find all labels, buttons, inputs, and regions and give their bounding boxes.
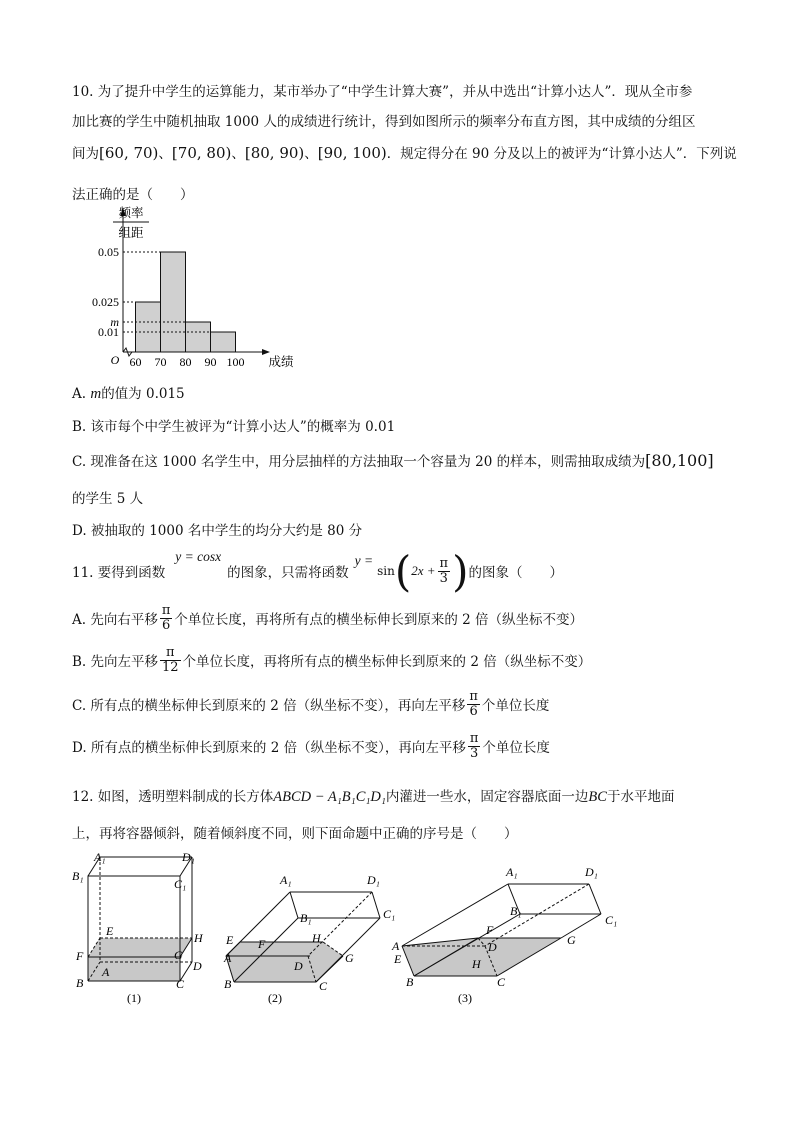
function-y: y =: [354, 553, 374, 568]
label-a1: A₁: [280, 873, 292, 887]
frac-den: 6: [469, 703, 478, 719]
y-tick-label: m: [110, 315, 119, 329]
histogram-bar: [161, 252, 186, 352]
frac-den: 3: [469, 745, 479, 761]
caption-3: (3): [458, 991, 472, 1005]
q10-option-c-line2: 的学生 5 人: [72, 491, 144, 507]
q11-post: 的图象（ ）: [468, 565, 563, 581]
label-a: A: [392, 939, 400, 953]
label-d: D: [488, 940, 497, 954]
label-b1: B₁: [510, 904, 522, 918]
option-b-pre: B. 先向左平移: [72, 654, 159, 671]
label-f: F: [76, 949, 84, 963]
q11-stem: [72, 546, 563, 596]
solid-name: ABCD − A₁B₁C₁D₁: [273, 789, 386, 805]
water-body: [226, 942, 343, 982]
interval-4: [90, 100): [317, 144, 387, 162]
function-cosx: y = cosx: [175, 549, 222, 564]
q12-mid: 内灌进一些水，固定容器底面一边: [385, 789, 589, 805]
label-f: F: [486, 923, 494, 937]
option-a-post: 个单位长度，再将所有点的横坐标伸长到原来的 2 倍（纵坐标不变）: [174, 612, 584, 629]
separator: 、: [231, 146, 245, 162]
q10-option-d: D. 被抽取的 1000 名中学生的均分大约是 80 分: [72, 523, 363, 539]
q10-option-a: [72, 382, 185, 403]
q10-line3-post: ．规定得分在 90 分及以上的被评为“计算小达人”．下列说: [386, 146, 737, 162]
x-axis-title: 成绩: [268, 355, 294, 369]
option-d-post: 个单位长度: [482, 740, 550, 757]
option-b-fraction: [160, 646, 181, 674]
label-c: C: [319, 979, 328, 993]
label-c: C: [497, 975, 506, 989]
label-d: D: [294, 959, 303, 973]
y-tick-label: 0.01: [98, 325, 119, 339]
label-b: B: [224, 977, 232, 991]
label-e: E: [226, 933, 234, 947]
function-inner: 2x +: [411, 563, 436, 578]
paren-left: (: [394, 546, 412, 596]
q10-line1: 10. 为了提升中学生的运算能力，某市举办了“中学生计算大赛”，并从中选出“计算小达人”．现从全市参: [72, 84, 693, 100]
histogram-bar: [211, 332, 236, 352]
option-c-text: C. 现准备在这 1000 名学生中，用分层抽样的方法抽取一个容量为 20 的样本，则需抽取成绩为: [72, 454, 646, 470]
x-tick-label: 70: [154, 355, 167, 369]
label-b: B: [406, 975, 414, 989]
x-tick-label: 80: [179, 355, 192, 369]
separator: 、: [158, 146, 172, 162]
label-d1: D₁: [367, 873, 380, 887]
option-d-fraction: [468, 732, 481, 760]
y-axis-title-bottom: 组距: [118, 226, 144, 240]
option-d-pre: D. 所有点的横坐标伸长到原来的 2 倍（纵坐标不变），再向左平移: [72, 740, 466, 757]
q12-pre: 12. 如图，透明塑料制成的长方体: [72, 789, 274, 805]
label-a: A: [102, 965, 110, 979]
label-a1: A₁: [506, 865, 518, 879]
frac-num: π: [161, 603, 171, 618]
label-e: E: [394, 952, 402, 966]
paren-right: ): [452, 546, 469, 596]
option-a-text: 的值为 0.015: [101, 386, 185, 402]
label-c1: C₁: [605, 913, 618, 927]
figure-1: [70, 845, 210, 1010]
q10-line4: 法正确的是（ ）: [72, 187, 194, 203]
label-b1: B₁: [300, 911, 312, 925]
label-g: G: [174, 948, 183, 962]
label-c: C: [176, 977, 185, 991]
label-h: H: [472, 957, 481, 971]
frac-den: 3: [439, 570, 448, 586]
y-tick-label: 0.025: [92, 295, 119, 309]
option-a-variable: m: [90, 386, 102, 402]
histogram-chart: [75, 200, 294, 380]
x-tick-label: 100: [226, 355, 245, 369]
frac-den: 12: [162, 659, 179, 675]
figure-3: [390, 862, 640, 1010]
q11-option-a: [72, 604, 583, 632]
label-h: H: [194, 931, 203, 945]
q10-line3-pre: 间为: [72, 146, 99, 162]
option-c-fraction: [467, 690, 480, 718]
q10-option-b: B. 该市每个中学生被评为“计算小达人”的概率为 0.01: [72, 419, 396, 435]
option-a-fraction: [160, 604, 173, 632]
interval-1: [60, 70): [99, 144, 159, 162]
q11-mid: 的图象，只需将函数: [227, 565, 349, 581]
label-d1: D₁: [585, 865, 598, 879]
label-h: H: [312, 931, 321, 945]
x-tick-label: 90: [204, 355, 217, 369]
option-a-label: A.: [72, 386, 87, 402]
label-a: A: [224, 951, 232, 965]
interval-3: [80, 90): [244, 144, 305, 162]
frac-num: π: [439, 555, 449, 571]
histogram-bar: [136, 302, 161, 352]
edge-bc: BC: [588, 789, 607, 805]
q11-option-c: [72, 690, 549, 718]
frac-den: 6: [161, 617, 171, 633]
label-c1: C₁: [383, 907, 396, 921]
interval-2: [70, 80): [171, 144, 232, 162]
label-c1: C₁: [174, 877, 187, 891]
label-b: B: [76, 976, 84, 990]
label-g: G: [345, 951, 354, 965]
option-c-interval: [80,100]: [645, 451, 714, 470]
origin-label: O: [110, 353, 120, 367]
label-d1: D₁: [182, 850, 195, 864]
caption-1: (1): [127, 991, 141, 1005]
q11-pre: 11. 要得到函数: [72, 565, 166, 581]
figure-2: [220, 862, 405, 1010]
label-g: G: [567, 933, 576, 947]
frac-num: π: [160, 646, 181, 661]
option-a-pre: A. 先向右平移: [72, 612, 158, 629]
q12-post: 于水平地面: [606, 789, 675, 805]
q11-option-d: [72, 732, 550, 760]
q10-line2: 加比赛的学生中随机抽取 1000 人的成绩进行统计，得到如图所示的频率分布直方图，其中成绩的分组区: [72, 114, 696, 130]
separator: 、: [304, 146, 318, 162]
q12-line2: 上，再将容器倾斜，随着倾斜度不同，则下面命题中正确的序号是（ ）: [72, 826, 518, 842]
option-c-post: 个单位长度: [481, 698, 550, 715]
q10-option-c-line1: [72, 450, 714, 470]
label-e: E: [106, 924, 114, 938]
label-d: D: [193, 959, 202, 973]
frac-num: π: [469, 689, 478, 704]
y-axis-title-top: 频率: [118, 206, 144, 220]
option-b-post: 个单位长度，再将所有点的横坐标伸长到原来的 2 倍（纵坐标不变）: [182, 654, 592, 671]
caption-2: (2): [268, 991, 282, 1005]
y-tick-label: 0.05: [98, 245, 119, 259]
frac-num: π: [469, 731, 479, 746]
histogram-bar: [186, 322, 211, 352]
pi-over-3: [438, 557, 451, 585]
label-b1: B₁: [72, 869, 84, 883]
q10-line3: [72, 142, 737, 162]
option-c-pre: C. 所有点的横坐标伸长到原来的 2 倍（纵坐标不变），再向左平移: [72, 698, 466, 715]
label-f: F: [258, 937, 266, 951]
function-sin: sin: [377, 564, 395, 578]
label-a1: A₁: [94, 850, 106, 864]
q11-option-b: [72, 646, 591, 674]
x-tick-label: 60: [129, 355, 142, 369]
q12-line1: [72, 785, 674, 806]
